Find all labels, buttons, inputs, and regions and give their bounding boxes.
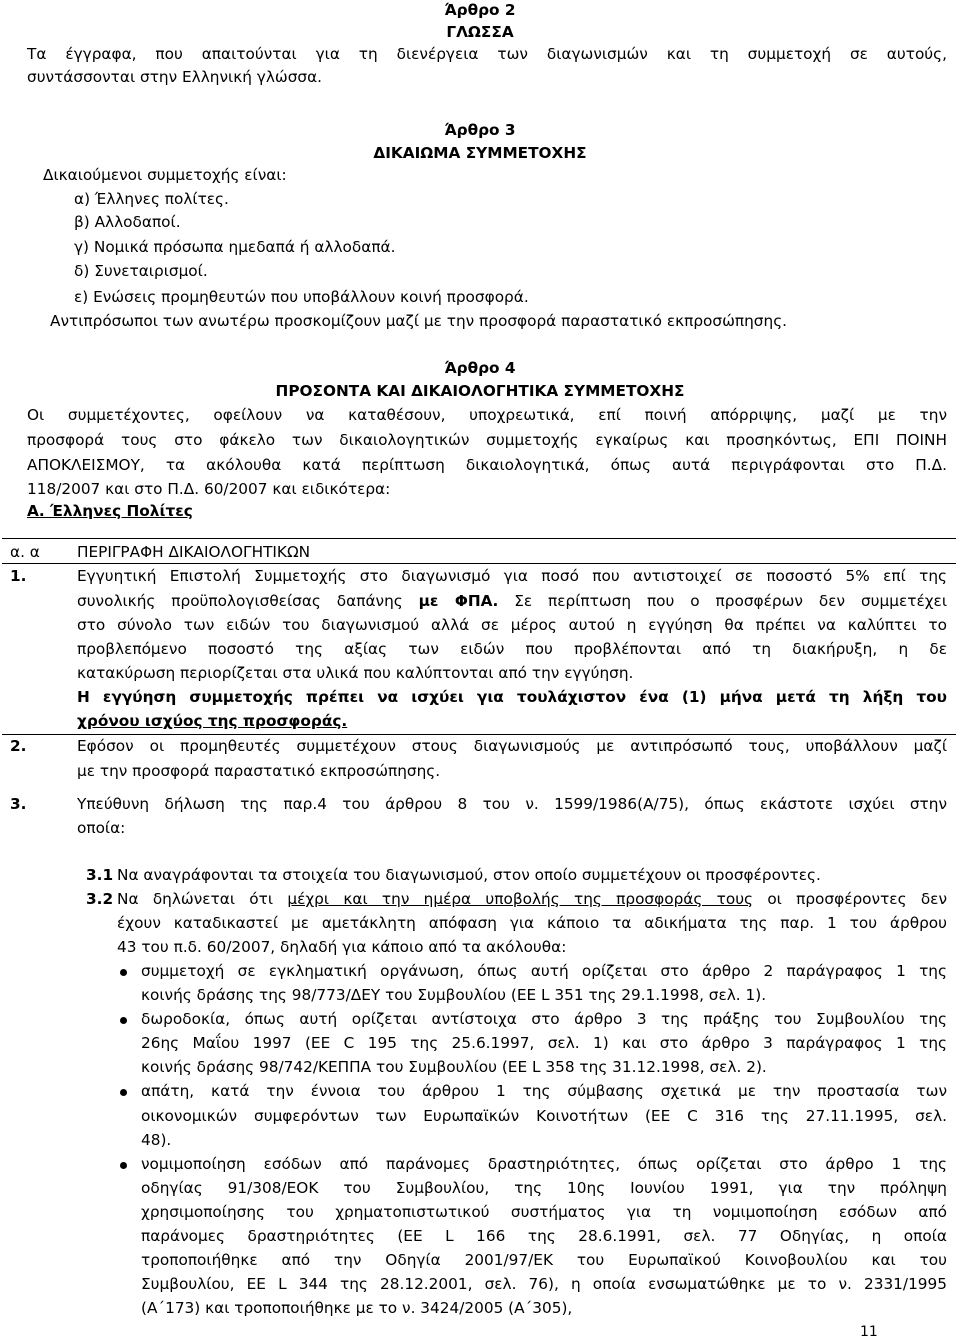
table-row-line: Εγγυητική Επιστολή Συμμετοχής στο διαγωνισμό για ποσό που αντιστοιχεί σε ποσοστό 5% επί της <box>77 567 947 585</box>
bullet-line: κοινής δράσης της 98/773/ΔΕΥ του Συμβουλίου (ΕΕ L 351 της 29.1.1998, σελ. 1). <box>141 986 767 1004</box>
table-row-line: οποία: <box>77 819 126 837</box>
table-row-number: 3. <box>10 795 27 813</box>
article-2-heading: ΓΛΩΣΣΑ <box>446 23 514 41</box>
article-4-title: Άρθρο 4 <box>444 359 516 377</box>
subitem-text: Να αναγράφονται τα στοιχεία του διαγωνισμού, στον οποίο συμμετέχουν οι προσφέροντες. <box>117 866 821 884</box>
table-header-border <box>2 563 956 564</box>
bullet-line: 26ης Μαΐου 1997 (ΕΕ C 195 της 25.6.1997, σελ. 1) και στο άρθρο 3 παράγραφος 1 της <box>141 1034 947 1052</box>
list-item: β) Αλλοδαποί. <box>74 213 181 231</box>
bullet-line: Συμβουλίου, ΕΕ L 344 της 28.12.2001, σελ. 76), η οποία ενσωματώθηκε με το ν. 2331/1995 <box>141 1275 947 1293</box>
bullet-line: 48). <box>141 1131 172 1149</box>
bullet-icon <box>120 1162 127 1169</box>
list-item: ε) Ενώσεις προμηθευτών που υποβάλλουν κοινή προσφορά. <box>74 288 529 306</box>
page-number: 11 <box>860 1324 878 1340</box>
subitem-number: 3.1 <box>86 866 114 884</box>
table-row-number: 2. <box>10 737 27 755</box>
article-3-intro: Δικαιούμενοι συμμετοχής είναι: <box>43 166 287 184</box>
bullet-icon <box>120 1089 127 1096</box>
bullet-line: οδηγίας 91/308/ΕΟΚ του Συμβουλίου, της 10ης Ιουνίου 1991, για την πρόληψη <box>141 1179 947 1197</box>
table-row-line: προβλεπόμενο ποσοστό της αξίας των ειδών που προβλέπονται από τη διακήρυξη, η δε <box>77 640 947 658</box>
bullet-line: χρησιμοποίησης του χρηματοπιστωτικού συστήματος για τη νομιμοποίηση εσόδων από <box>141 1203 947 1221</box>
table-top-border <box>2 538 956 539</box>
list-item: γ) Νομικά πρόσωπα ημεδαπά ή αλλοδαπά. <box>74 238 396 256</box>
article-4-paragraph-line: ΑΠΟΚΛΕΙΣΜΟΥ, τα ακόλουθα κατά περίπτωση δικαιολογητικά, όπως αυτά περιγράφονται στο Π.Δ. <box>27 456 947 474</box>
guarantee-validity-note-end: χρόνου ισχύος της προσφοράς. <box>77 712 348 730</box>
bullet-line: συμμετοχή σε εγκληματική οργάνωση, όπως αυτή ορίζεται στο άρθρο 2 παράγραφος 1 της <box>141 962 947 980</box>
table-row-number: 1. <box>10 567 27 585</box>
article-4-paragraph-line: Οι συμμετέχοντες, οφείλουν να καταθέσουν, υποχρεωτικά, επί ποινή απόρριψης, μαζί με την <box>27 406 947 424</box>
subitem-text: Να δηλώνεται ότι μέχρι και την ημέρα υποβολής της προσφοράς τους οι προσφέροντες δεν <box>117 890 948 908</box>
table-row-border <box>2 734 956 735</box>
bullet-line: νομιμοποίηση εσόδων από παράνομες δραστηριότητες, όπως ορίζεται στο άρθρο 1 της <box>141 1155 947 1173</box>
article-2-title: Άρθρο 2 <box>444 1 516 19</box>
bullet-line: δωροδοκία, όπως αυτή ορίζεται αντίστοιχα στο άρθρο 3 της πράξης του Συμβουλίου της <box>141 1010 947 1028</box>
subitem-text: έχουν καταδικαστεί με αμετάκλητη απόφαση για κάποιο τα αδικήματα της παρ. 1 του άρθρου <box>117 914 947 932</box>
bullet-line: τροποποιήθηκε από την Οδηγία 2001/97/ΕΚ του Ευρωπαϊκού Κοινοβουλίου και του <box>141 1251 947 1269</box>
list-item: δ) Συνεταιρισμοί. <box>74 262 208 280</box>
guarantee-validity-note: Η εγγύηση συμμετοχής πρέπει να ισχύει για τουλάχιστον ένα (1) μήνα μετά τη λήξη του <box>77 688 947 706</box>
bullet-icon <box>120 1017 127 1024</box>
section-heading-greek-citizens: Α. Έλληνες Πολίτες <box>27 502 193 520</box>
table-row-line: με την προσφορά παραστατικό εκπροσώπησης. <box>77 762 441 780</box>
article-3-heading: ΔΙΚΑΙΩΜΑ ΣΥΜΜΕΤΟΧΗΣ <box>373 144 587 162</box>
table-row-line: Υπεύθυνη δήλωση της παρ.4 του άρθρου 8 του ν. 1599/1986(Α/75), όπως εκάστοτε ισχύει στην <box>77 795 947 813</box>
article-4-heading: ΠΡΟΣΟΝΤΑ ΚΑΙ ΔΙΚΑΙΟΛΟΓΗΤΙΚΑ ΣΥΜΜΕΤΟΧΗΣ <box>275 382 685 400</box>
bullet-icon <box>120 969 127 976</box>
article-4-paragraph-line: 118/2007 και στο Π.Δ. 60/2007 και ειδικότερα: <box>27 480 391 498</box>
bullet-line: παράνομες δραστηριότητες (ΕΕ L 166 της 28.6.1991, σελ. 77 Οδηγίας, η οποία <box>141 1227 947 1245</box>
article-3-title: Άρθρο 3 <box>444 121 516 139</box>
subitem-number: 3.2 <box>86 890 114 908</box>
table-header-description: ΠΕΡΙΓΡΑΦΗ ΔΙΚΑΙΟΛΟΓΗΤΙΚΩΝ <box>77 543 311 561</box>
article-3-note: Αντιπρόσωποι των ανωτέρω προσκομίζουν μαζί με την προσφορά παραστατικό εκπροσώπησης. <box>50 312 788 330</box>
bullet-line: απάτη, κατά την έννοια του άρθρου 1 της σύμβασης σχετικά με την προστασία των <box>141 1082 947 1100</box>
table-row-line: συνολικής προϋπολογισθείσας δαπάνης με ΦΠΑ. Σε περίπτωση που ο προσφέρων δεν συμμετέχει <box>77 592 947 610</box>
list-item: α) Έλληνες πολίτες. <box>74 190 229 208</box>
bullet-line: κοινής δράσης 98/742/ΚΕΠΠΑ του Συμβουλίου (ΕΕ L 358 της 31.12.1998, σελ. 2). <box>141 1058 767 1076</box>
table-row-line: Εφόσον οι προμηθευτές συμμετέχουν στους διαγωνισμούς με αντιπρόσωπό τους, υποβάλλουν μαζί <box>77 737 947 755</box>
article-2-paragraph-line: συντάσσονται στην Ελληνική γλώσσα. <box>27 68 323 86</box>
bullet-line: (Α΄173) και τροποποιήθηκε με το ν. 3424/2005 (Α΄305), <box>141 1299 573 1317</box>
article-4-paragraph-line: προσφορά τους στο φάκελο των δικαιολογητικών συμμετοχής εγκαίρως και προσηκόντως, ΕΠΙ ΠΟΙΝΗ <box>27 431 947 449</box>
article-2-paragraph-line: Τα έγγραφα, που απαιτούνται για τη διενέργεια των διαγωνισμών και τη συμμετοχή σε αυτούς, <box>27 45 947 63</box>
bullet-line: οικονομικών συμφερόντων των Ευρωπαϊκών Κοινοτήτων (ΕΕ C 316 της 27.11.1995, σελ. <box>141 1107 947 1125</box>
table-row-line: στο σύνολο των ειδών του διαγωνισμού αλλά σε μέρος αυτού η εγγύηση θα πρέπει να καλύπτει το <box>77 616 947 634</box>
table-row-line: κατακύρωση περιορίζεται στα υλικά που καλύπτονται από την εγγύηση. <box>77 664 634 682</box>
subitem-text: 43 του π.δ. 60/2007, δηλαδή για κάποιο από τα ακόλουθα: <box>117 938 567 956</box>
table-header-number: α. α <box>10 543 40 561</box>
